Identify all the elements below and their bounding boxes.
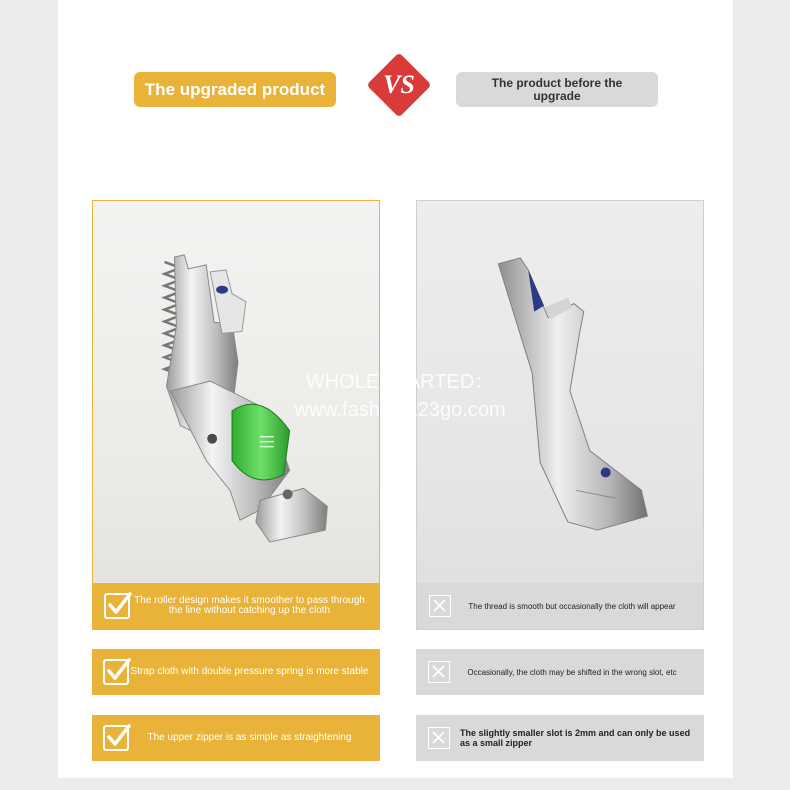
previous-product-label: The product before the upgrade	[491, 75, 623, 103]
previous-feature-row	[416, 649, 704, 695]
previous-product-badge	[456, 72, 658, 107]
cross-icon	[429, 595, 451, 617]
upgraded-caption-text: The roller design makes it smoother to pass through the line without catching up the cloth	[134, 595, 365, 616]
cross-icon	[428, 727, 450, 749]
previous-feature-text: The slightly smaller slot is 2mm and can only be used as a small zipper	[460, 728, 691, 748]
upgraded-feature-text: The upper zipper is as simple as straightening	[147, 732, 352, 743]
watermark	[270, 368, 530, 424]
previous-feature-row	[416, 715, 704, 761]
upgraded-product-badge	[134, 72, 336, 107]
previous-caption-band	[417, 583, 703, 629]
watermark-line-1: WHOLEHEARTED：	[305, 371, 495, 393]
checkmark-icon	[103, 725, 129, 751]
upgraded-feature-text: Strap cloth with double pressure spring is more stable	[130, 666, 369, 677]
upgraded-feature-row	[92, 649, 380, 695]
checkmark-icon	[103, 659, 129, 685]
watermark-line-2: www.fashion123go.com	[294, 399, 506, 421]
checkmark-icon	[104, 593, 130, 619]
vs-label: VS	[383, 70, 415, 99]
previous-caption-text: The thread is smooth but occasionally the cloth will appear	[468, 601, 676, 611]
upgraded-caption-band	[93, 583, 379, 629]
upgraded-feature-row	[92, 715, 380, 761]
upgraded-product-label: The upgraded product	[144, 79, 326, 99]
cross-icon	[428, 661, 450, 683]
previous-feature-text: Occasionally, the cloth may be shifted in the wrong slot, etc	[467, 667, 677, 677]
